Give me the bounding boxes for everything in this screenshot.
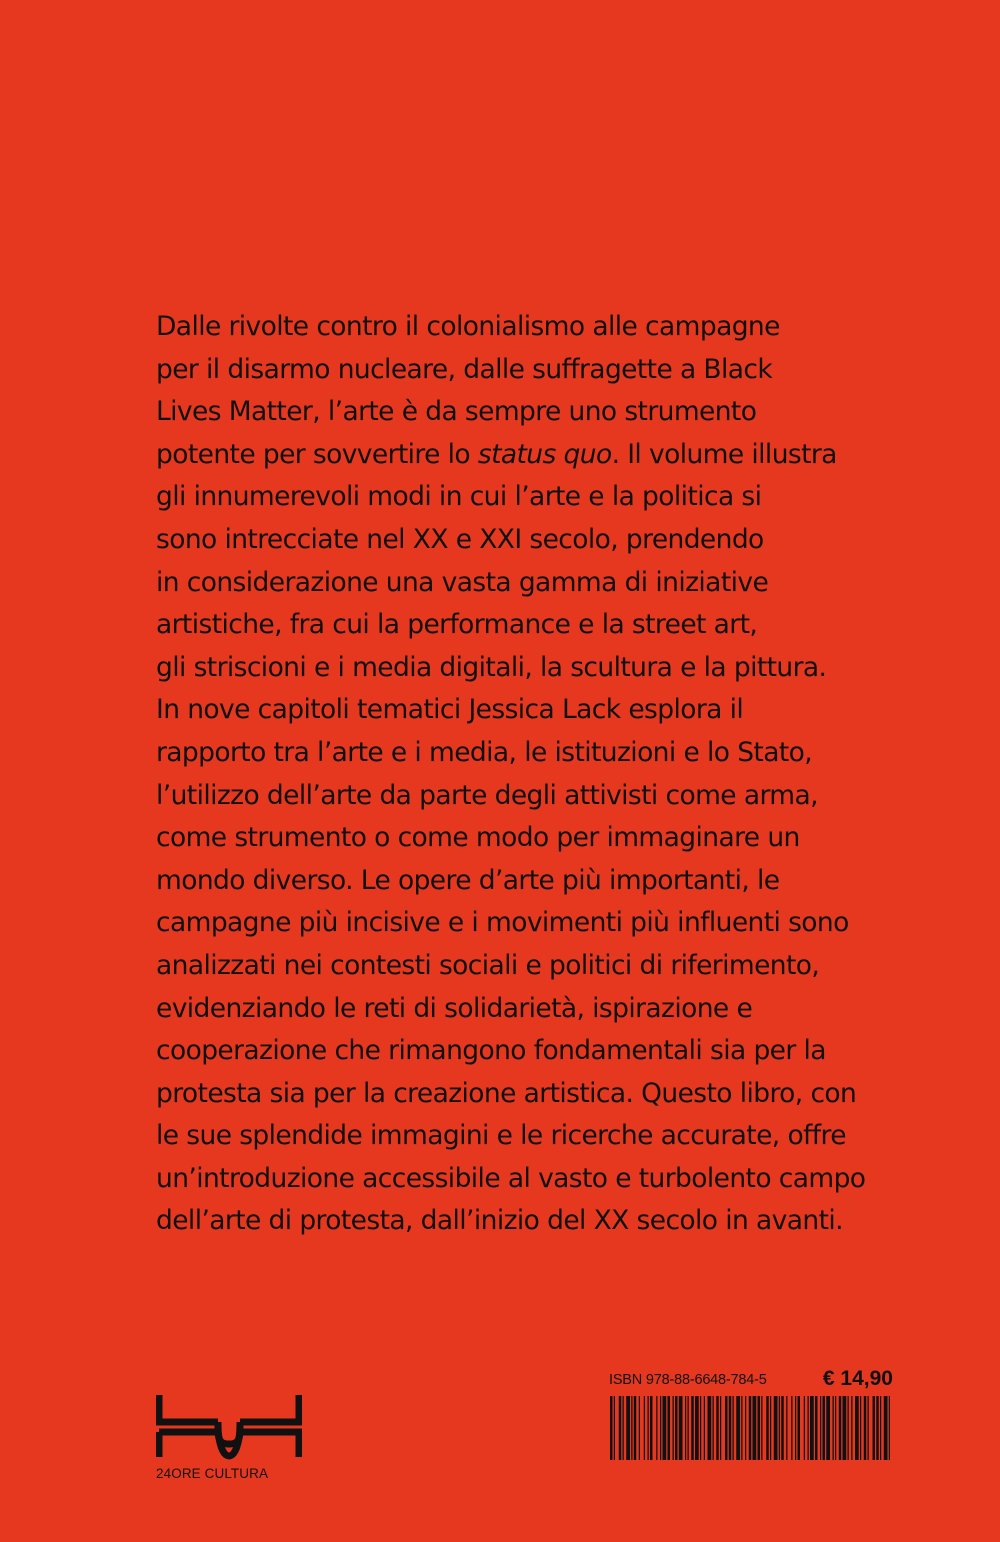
blurb-line: sono intrecciate nel XX e XXI secolo, prendendo (156, 523, 764, 555)
blurb-line: protesta sia per la creazione artistica. Questo libro, con (156, 1077, 857, 1109)
open-book-logo-icon (156, 1392, 302, 1460)
blurb-line: In nove capitoli tematici Jessica Lack esplora il (156, 694, 744, 726)
back-cover-blurb (156, 306, 896, 1243)
status-quo-italic: status quo (477, 438, 612, 470)
blurb-line: l’utilizzo dell’arte da parte degli attivisti come arma, (156, 779, 818, 811)
blurb-line: cooperazione che rimangono fondamentali sia per la (156, 1035, 826, 1067)
blurb-line: come strumento o come modo per immaginare un (156, 822, 800, 854)
barcode-icon (609, 1396, 893, 1460)
blurb-line: rapporto tra l’arte e i media, le istituzioni e lo Stato, (156, 736, 813, 768)
blurb-line: gli striscioni e i media digitali, la scultura e la pittura. (156, 651, 827, 683)
blurb-line: evidenziando le reti di solidarietà, ispirazione e (156, 992, 753, 1024)
publisher-name: 24ORE CULTURA (156, 1466, 269, 1481)
blurb-line: gli innumerevoli modi in cui l’arte e la politica si (156, 481, 762, 513)
blurb-line: per il disarmo nucleare, dalle suffragette a Black (156, 353, 773, 385)
publisher-block (156, 1392, 302, 1481)
blurb-line: Lives Matter, l’arte è da sempre uno strumento (156, 396, 757, 428)
isbn-number: ISBN 978-88-6648-784-5 (609, 1372, 767, 1388)
price-label: € 14,90 (822, 1367, 893, 1390)
blurb-line: le sue splendide immagini e le ricerche accurate, offre (156, 1120, 846, 1152)
isbn-price-row (609, 1368, 893, 1392)
blurb-line: mondo diverso. Le opere d’arte più importanti, le (156, 864, 780, 896)
blurb-text: . Il volume illustra (611, 438, 837, 470)
blurb-line: campagne più incisive e i movimenti più influenti sono (156, 907, 849, 939)
blurb-line: un’introduzione accessibile al vasto e turbolento campo (156, 1162, 866, 1194)
blurb-line: analizzati nei contesti sociali e politici di riferimento, (156, 949, 820, 981)
blurb-line: artistiche, fra cui la performance e la street art, (156, 609, 758, 641)
blurb-line (156, 434, 896, 477)
blurb-line: in considerazione una vasta gamma di iniziative (156, 566, 769, 598)
blurb-text: potente per sovvertire lo (156, 438, 478, 470)
blurb-line: Dalle rivolte contro il colonialismo alle campagne (156, 311, 780, 342)
blurb-line: dell’arte di protesta, dall’inizio del XX secolo in avanti. (156, 1205, 843, 1237)
